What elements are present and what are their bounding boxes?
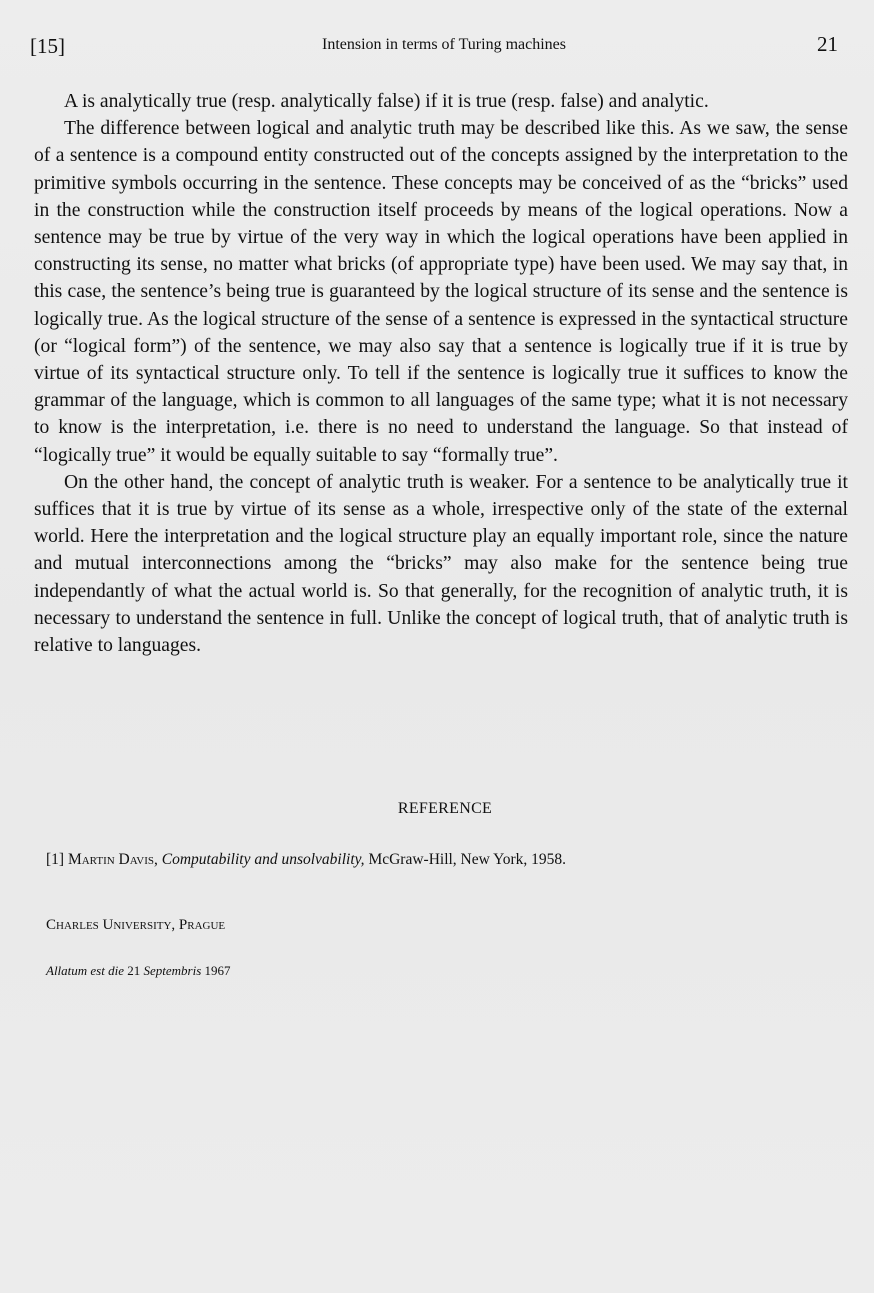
received-day: 21 bbox=[127, 963, 141, 978]
reference-title: Computability and unsolvability, bbox=[161, 851, 365, 868]
body-text bbox=[34, 88, 848, 659]
reference-author: Martin Davis, bbox=[67, 851, 158, 868]
running-title: Intension in terms of Turing machines bbox=[322, 36, 566, 53]
received-text: Allatum est die bbox=[46, 963, 124, 978]
reference-heading: REFERENCE bbox=[397, 800, 493, 817]
section-number: [15] bbox=[30, 34, 65, 58]
reference-publisher: McGraw-Hill, New York, 1958. bbox=[368, 851, 567, 868]
running-head bbox=[30, 32, 838, 62]
reference-marker: [1] bbox=[46, 851, 65, 868]
page-number: 21 bbox=[817, 32, 838, 56]
received-month: Septembris bbox=[143, 963, 202, 978]
affiliation: Charles University, Prague bbox=[46, 917, 226, 933]
reference-item bbox=[46, 851, 826, 869]
paragraph: The difference between logical and analytic truth may be described like this. As we saw, the sense of a sentence is a compound entity constructed out of the concepts assigned by the interpretation to the primitive symbols occurring in the sentence. These concepts may be conceived of as the “bricks” used in the construction while the construction itself proceeds by means of the logical operations. Now a sentence may be true by virtue of the very way in which the logical operations have been applied in constructing its sense, no matter what bricks (of appropriate type) have been used. We may say that, in this case, the sentence’s being true is guaranteed by the logical structure of its sense and the sentence is logically true. As the logical structure of the sense of a sentence is expressed in the syntactical structure (or “logical form”) of the sentence, we may also say that a sentence is logically true if it is true by virtue of its syntactical structure only. To tell if the sentence is logically true it suffices to know the grammar of the language, which is common to all languages of the same type; what it is not necessary to know is the interpretation, i.e. there is no need to understand the language. So that instead of “logically true” it would be equally suitable to say “formally true”. bbox=[34, 118, 848, 466]
received-date bbox=[46, 963, 231, 979]
received-year: 1967 bbox=[204, 963, 231, 978]
paragraph: On the other hand, the concept of analytic truth is weaker. For a sentence to be analytically true it suffices that it is true by virtue of its sense as a whole, irrespective only of the state of the external world. Here the interpretation and the logical structure play an equally important role, since the nature and mutual interconnections among the “bricks” may also make for the sentence being true independantly of what the actual world is. So that generally, for the recognition of analytic truth, it is necessary to understand the sentence in full. Unlike the concept of logical truth, that of analytic truth is relative to languages. bbox=[34, 471, 848, 657]
paragraph: A is analytically true (resp. analytically false) if it is true (resp. false) and analytic. bbox=[64, 91, 709, 112]
